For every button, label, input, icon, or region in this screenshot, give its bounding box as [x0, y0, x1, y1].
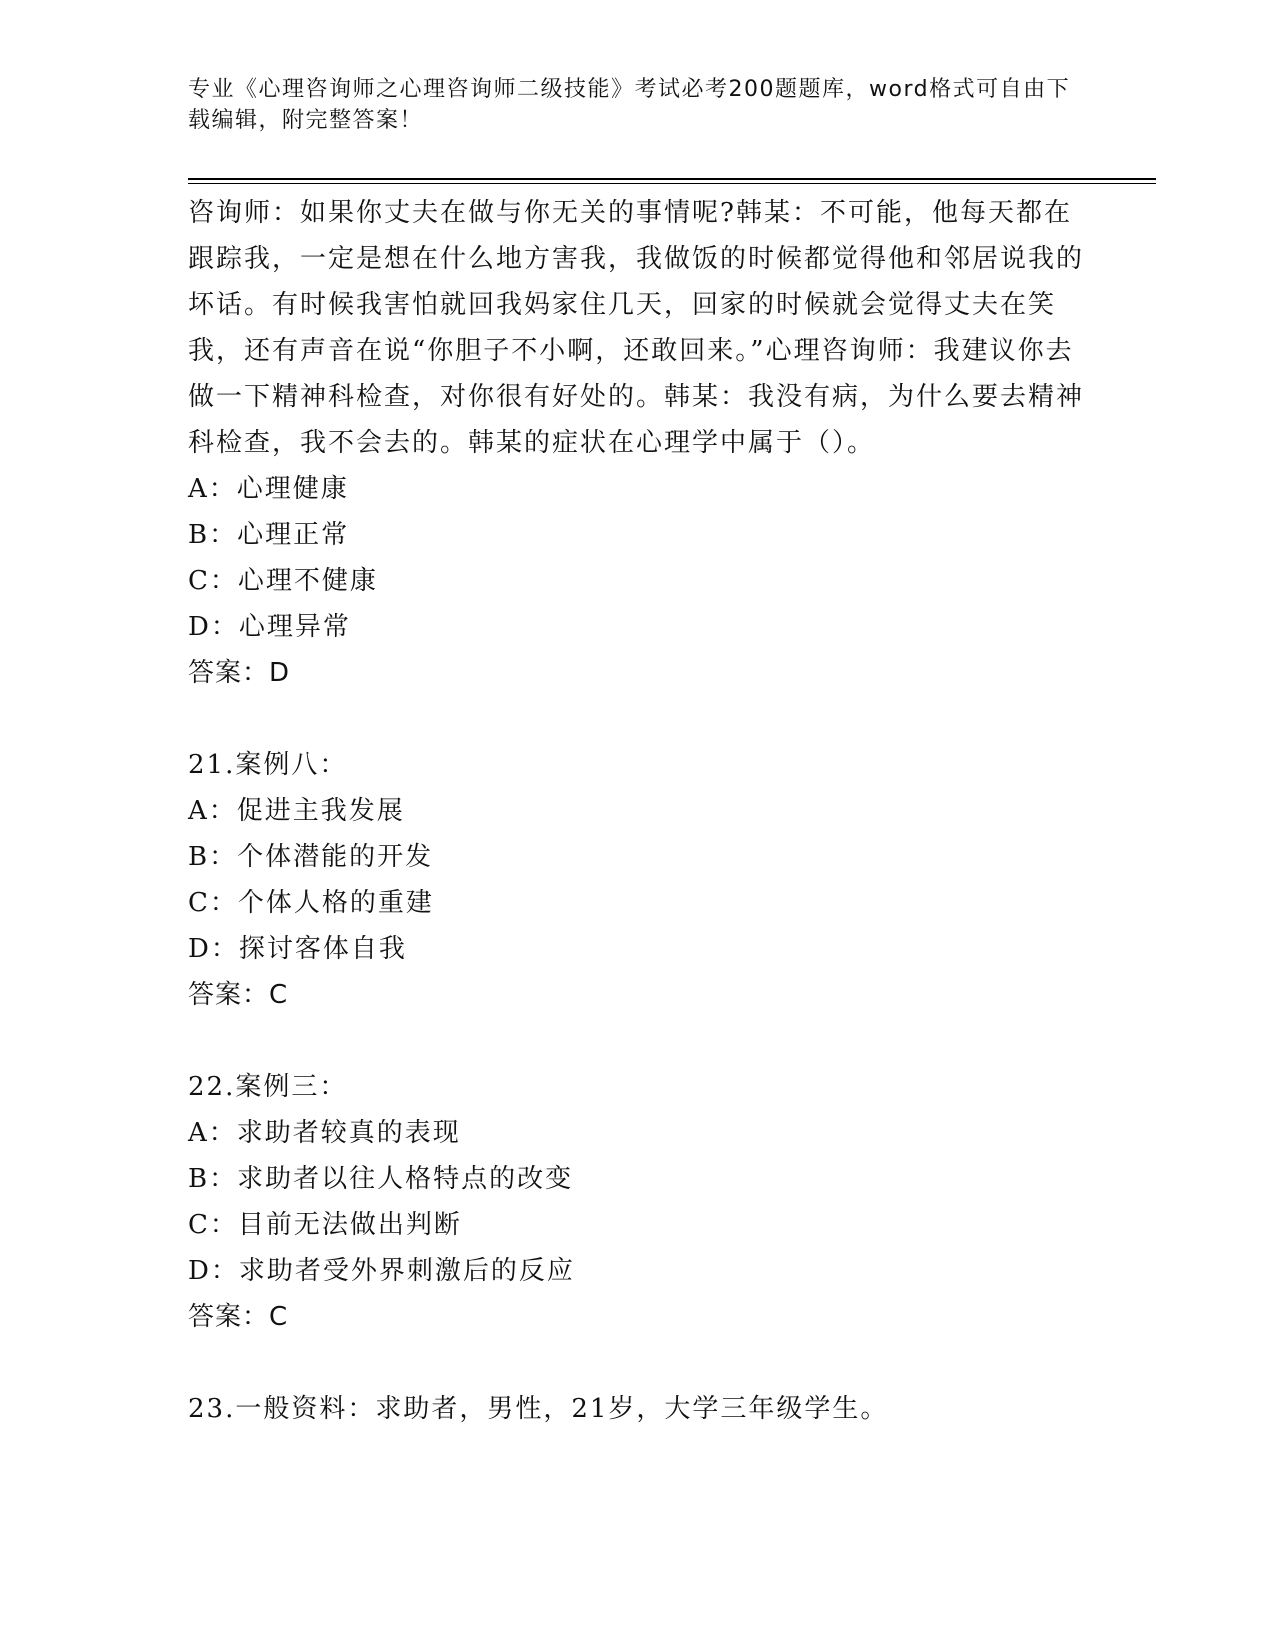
option-c: C：心理不健康	[188, 566, 378, 596]
spacer	[188, 1340, 1088, 1386]
option-d: D：探讨客体自我	[188, 934, 407, 964]
spacer	[188, 1018, 1088, 1064]
question-23	[188, 1386, 1088, 1432]
option-b: B：心理正常	[188, 520, 350, 550]
option-c: C：目前无法做出判断	[188, 1210, 462, 1240]
answer-line: 答案：C	[188, 1302, 289, 1332]
document-body	[188, 190, 1088, 1432]
question-21	[188, 742, 1088, 1018]
option-a: A：心理健康	[188, 474, 349, 504]
question-stem: 21.案例八：	[188, 750, 348, 780]
option-b: B：个体潜能的开发	[188, 842, 434, 872]
option-c: C：个体人格的重建	[188, 888, 434, 918]
answer-line: 答案：D	[188, 658, 291, 688]
question-stem: 咨询师：如果你丈夫在做与你无关的事情呢?韩某：不可能，他每天都在跟踪我，一定是想在什么地方害我，我做饭的时候都觉得他和邻居说我的坏话。有时候我害怕就回我妈家住几天，回家的时候就会觉得丈夫在笑我，还有声音在说“你胆子不小啊，还敢回来。”心理咨询师：我建议你去做一下精神科检查，对你很有好处的。韩某：我没有病，为什么要去精神科检查，我不会去的。韩某的症状在心理学中属于（）。	[188, 198, 1085, 458]
option-d: D：求助者受外界刺激后的反应	[188, 1256, 575, 1286]
spacer	[188, 696, 1088, 742]
question-stem: 23.一般资料：求助者，男性，21岁，大学三年级学生。	[188, 1394, 889, 1424]
question-stem: 22.案例三：	[188, 1072, 348, 1102]
option-b: B：求助者以往人格特点的改变	[188, 1164, 574, 1194]
answer-line: 答案：C	[188, 980, 289, 1010]
option-a: A：求助者较真的表现	[188, 1118, 461, 1148]
document-header: 专业《心理咨询师之心理咨询师二级技能》考试必考200题题库，word格式可自由下载编辑，附完整答案！	[188, 77, 1071, 133]
header-divider-thin	[188, 183, 1156, 184]
header-divider-thick	[188, 178, 1156, 180]
option-d: D：心理异常	[188, 612, 351, 642]
option-a: A：促进主我发展	[188, 796, 405, 826]
question-20	[188, 190, 1088, 696]
question-22	[188, 1064, 1088, 1340]
